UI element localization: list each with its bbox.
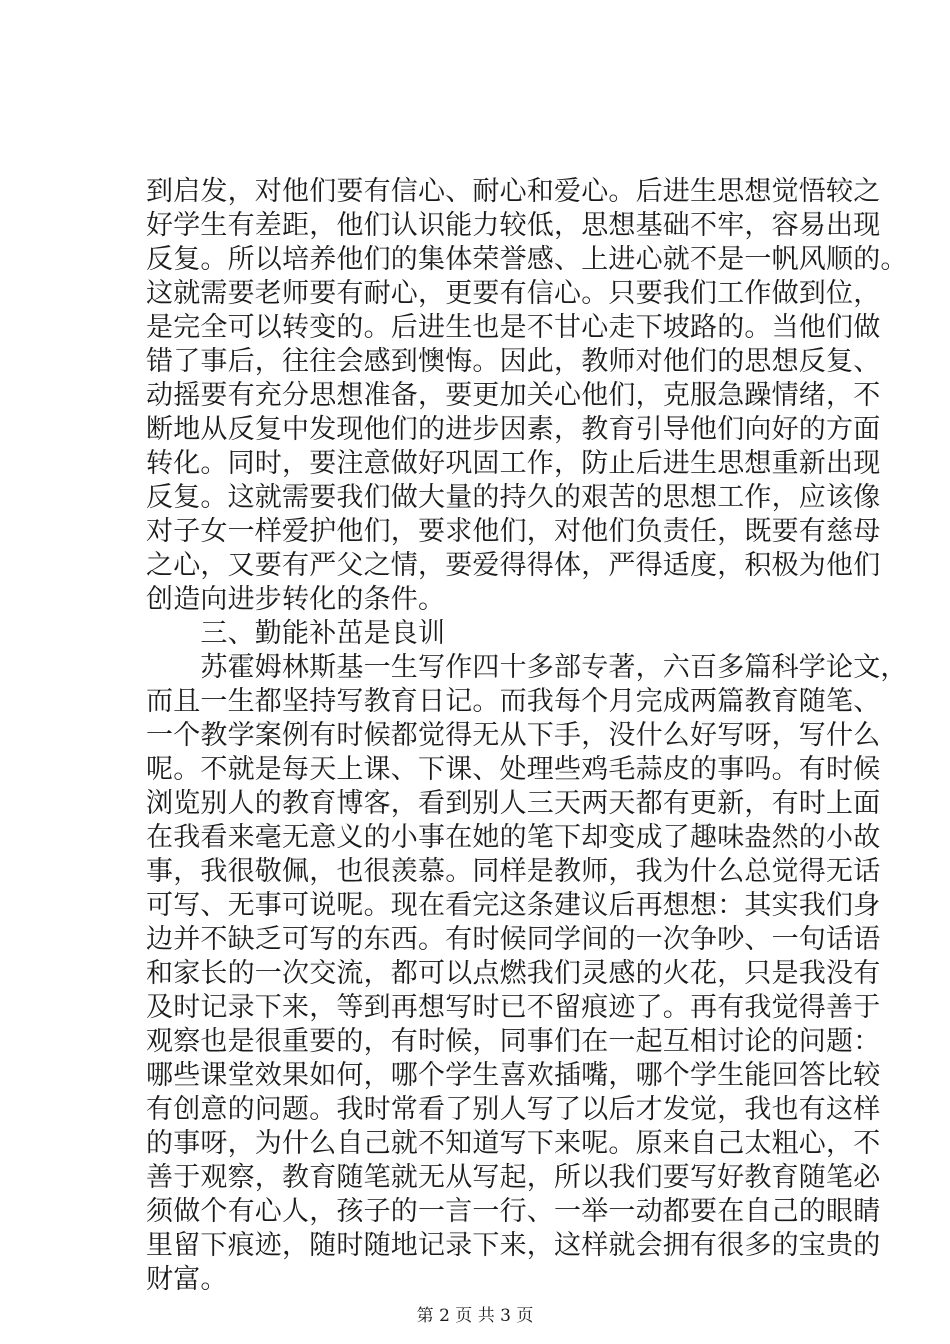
body-line: 一个教学案例有时候都觉得无从下手，没什么好写呀，写什么: [146, 720, 881, 751]
section-heading: 三、勤能补茁是良训: [146, 618, 446, 649]
body-line: 财富。: [146, 1264, 228, 1295]
body-line: 事，我很敬佩，也很羡慕。同样是教师，我为什么总觉得无话: [146, 856, 881, 887]
body-line: 和家长的一次交流，都可以点燃我们灵感的火花，只是我没有: [146, 958, 881, 989]
body-line: 创造向进步转化的条件。: [146, 584, 446, 615]
body-line: 苏霍姆林斯基一生写作四十多部专著，六百多篇科学论文，: [146, 652, 908, 683]
body-line: 有创意的问题。我时常看了别人写了以后才发觉，我也有这样: [146, 1094, 881, 1125]
body-line: 而且一生都坚持写教育日记。而我每个月完成两篇教育随笔、: [146, 686, 881, 717]
body-line: 善于观察，教育随笔就无从写起，所以我们要写好教育随笔必: [146, 1162, 881, 1193]
body-line: 反复。这就需要我们做大量的持久的艰苦的思想工作，应该像: [146, 482, 881, 513]
body-line: 是完全可以转变的。后进生也是不甘心走下坡路的。当他们做: [146, 312, 881, 343]
body-line: 到启发，对他们要有信心、耐心和爱心。后进生思想觉悟较之: [146, 176, 881, 207]
body-line: 转化。同时，要注意做好巩固工作，防止后进生思想重新出现: [146, 448, 881, 479]
body-line: 反复。所以培养他们的集体荣誉感、上进心就不是一帆风顺的。: [146, 244, 908, 275]
body-line: 对子女一样爱护他们，要求他们，对他们负责任，既要有慈母: [146, 516, 881, 547]
body-line: 及时记录下来，等到再想写时已不留痕迹了。再有我觉得善于: [146, 992, 881, 1023]
body-line: 哪些课堂效果如何，哪个学生喜欢插嘴，哪个学生能回答比较: [146, 1060, 881, 1091]
body-line: 之心，又要有严父之情，要爱得得体，严得适度，积极为他们: [146, 550, 881, 581]
body-line: 断地从反复中发现他们的进步因素，教育引导他们向好的方面: [146, 414, 881, 445]
body-line: 呢。不就是每天上课、下课、处理些鸡毛蒜皮的事吗。有时候: [146, 754, 881, 785]
body-line: 的事呀，为什么自己就不知道写下来呢。原来自己太粗心，不: [146, 1128, 881, 1159]
body-line: 观察也是很重要的，有时候，同事们在一起互相讨论的问题：: [146, 1026, 881, 1057]
body-line: 须做个有心人，孩子的一言一行、一举一动都要在自己的眼睛: [146, 1196, 881, 1227]
body-line: 里留下痕迹，随时随地记录下来，这样就会拥有很多的宝贵的: [146, 1230, 881, 1261]
body-line: 在我看来毫无意义的小事在她的笔下却变成了趣味盎然的小故: [146, 822, 881, 853]
body-line: 错了事后，往往会感到懊悔。因此，教师对他们的思想反复、: [146, 346, 881, 377]
body-line: 浏览别人的教育博客，看到别人三天两天都有更新，有时上面: [146, 788, 881, 819]
body-line: 边并不缺乏可写的东西。有时候同学间的一次争吵、一句话语: [146, 924, 881, 955]
body-line: 动摇要有充分思想准备，要更加关心他们，克服急躁情绪，不: [146, 380, 881, 411]
page-number-footer: 第 2 页 共 3 页: [416, 1306, 534, 1326]
body-line: 可写、无事可说呢。现在看完这条建议后再想想：其实我们身: [146, 890, 881, 921]
body-line: 这就需要老师要有耐心，更要有信心。只要我们工作做到位，: [146, 278, 881, 309]
body-line: 好学生有差距，他们认识能力较低，思想基础不牢，容易出现: [146, 210, 881, 241]
